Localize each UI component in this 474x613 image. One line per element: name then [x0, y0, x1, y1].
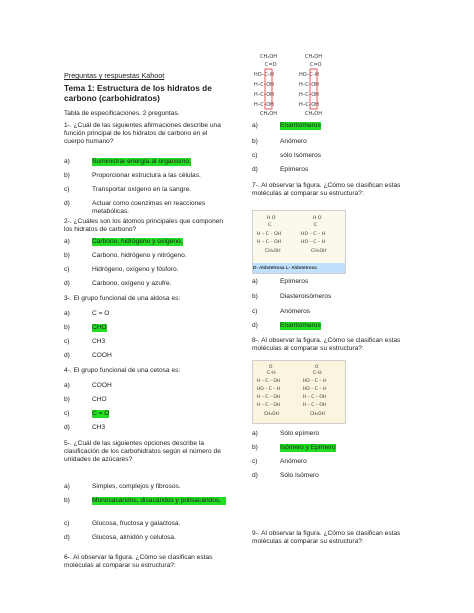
svg-text:C=O: C=O: [265, 62, 277, 68]
svg-text:HO – C – H: HO – C – H: [303, 387, 327, 392]
q6-fischer-figure: [254, 52, 344, 118]
svg-text:H–C–OH: H–C–OH: [254, 102, 274, 108]
svg-text:CH₂OH: CH₂OH: [265, 249, 281, 254]
svg-text:HO – C – H: HO – C – H: [257, 387, 281, 392]
fischer-projection-diagram: [254, 52, 344, 118]
question-9: 9-. Al observar la figura. ¿Cómo se clasifican estas moléculas al comparar su estructura?:: [252, 530, 401, 546]
svg-text:CH₂OH: CH₂OH: [264, 412, 279, 417]
q7-aldotetrose-figure: [252, 210, 346, 274]
svg-text:H – C – OH: H – C – OH: [303, 403, 327, 408]
svg-text:H – C – OH: H – C – OH: [257, 395, 281, 400]
question-4: 4-. El grupo funcional de una cetosa es:: [64, 367, 181, 374]
question-5: 5-. ¿Cuál de las siguientes opciones describe la clasificación de los carbohidratos según el número de unidades de azúcares?: [64, 440, 221, 464]
svg-text:CH₂OH: CH₂OH: [305, 111, 322, 117]
svg-text:H–C–OH: H–C–OH: [254, 92, 274, 98]
question-1: 1-. ¿Cuál de las siguientes afirmaciones describe una función principal de los hidratos de carbono en el cuerpo humano?: [64, 122, 221, 146]
svg-text:H – C – OH: H – C – OH: [303, 395, 327, 400]
svg-text:HO–C–H: HO–C–H: [299, 72, 319, 78]
svg-text:H–C–OH: H–C–OH: [299, 82, 319, 88]
correct-answer-highlight: Suministrar energía al organismo.: [92, 158, 191, 165]
svg-text:C–H: C–H: [267, 371, 276, 376]
svg-text:HO – C – H: HO – C – H: [301, 240, 326, 245]
svg-text:C=O: C=O: [310, 62, 322, 68]
svg-text:H – C – OH: H – C – OH: [257, 240, 282, 245]
svg-text:HO – C – H: HO – C – H: [303, 379, 327, 384]
svg-text:O: O: [269, 365, 273, 370]
aldotetrose-diagram: [253, 211, 345, 263]
svg-text:H – C – OH: H – C – OH: [257, 232, 282, 237]
svg-text:H–C–OH: H–C–OH: [299, 102, 319, 108]
question-3: 3-. El grupo funcional de una aldosa es:: [64, 295, 181, 302]
topic-title: Tema 1: Estructura de los hidratos de carbono (carbohidratos): [64, 83, 212, 103]
svg-text:CH₂OH: CH₂OH: [260, 54, 277, 60]
svg-text:H O: H O: [313, 216, 322, 221]
svg-text:H – C – OH: H – C – OH: [257, 379, 281, 384]
question-7: 7-. Al observar la figura. ¿Cómo se clasifican estas moléculas al comparar su estructura?:: [252, 182, 401, 198]
q8-figure: [252, 360, 346, 424]
svg-text:CH₂OH: CH₂OH: [260, 111, 277, 117]
svg-text:HO – C – H: HO – C – H: [301, 232, 326, 237]
epimer-diagram: [253, 361, 345, 423]
svg-text:HO–C–H: HO–C–H: [254, 72, 274, 78]
question-8: 8-. Al observar la figura. ¿Cómo se clasifican estas moléculas al comparar su estructura?:: [252, 337, 401, 353]
question-2: 2-. ¿Cuáles son los átomos principales que componen los hidratos de carbono?: [64, 218, 224, 234]
figure-caption: D- Aldotetrosa L- Aldotetrosa: [253, 263, 345, 273]
svg-text:H–C–OH: H–C–OH: [254, 82, 274, 88]
svg-text:O: O: [315, 365, 319, 370]
svg-text:H O: H O: [267, 216, 276, 221]
spec-text: Tabla de especificaciones. 2 preguntas.: [64, 110, 180, 117]
svg-text:CH₂OH: CH₂OH: [305, 54, 322, 60]
svg-text:C: C: [268, 223, 272, 228]
svg-text:CH₂OH: CH₂OH: [311, 249, 327, 254]
document-header: Preguntas y respuestas Kahoot: [64, 71, 165, 80]
q1-option-d: d) Actuar como coenzimas en reacciones metabólicas.: [64, 200, 206, 216]
question-6: 6-. Al observar la figura. ¿Cómo se clasifican estas moléculas al comparar su estructura?:: [64, 554, 213, 570]
svg-text:C–H: C–H: [313, 371, 322, 376]
svg-text:H – C – OH: H – C – OH: [257, 403, 281, 408]
svg-text:CH₂OH: CH₂OH: [310, 412, 325, 417]
q5-option-b: b) Monosacáridos, disacáridos y polisacáridos.: [64, 497, 232, 515]
svg-text:C: C: [314, 223, 318, 228]
svg-text:H–C–OH: H–C–OH: [299, 92, 319, 98]
